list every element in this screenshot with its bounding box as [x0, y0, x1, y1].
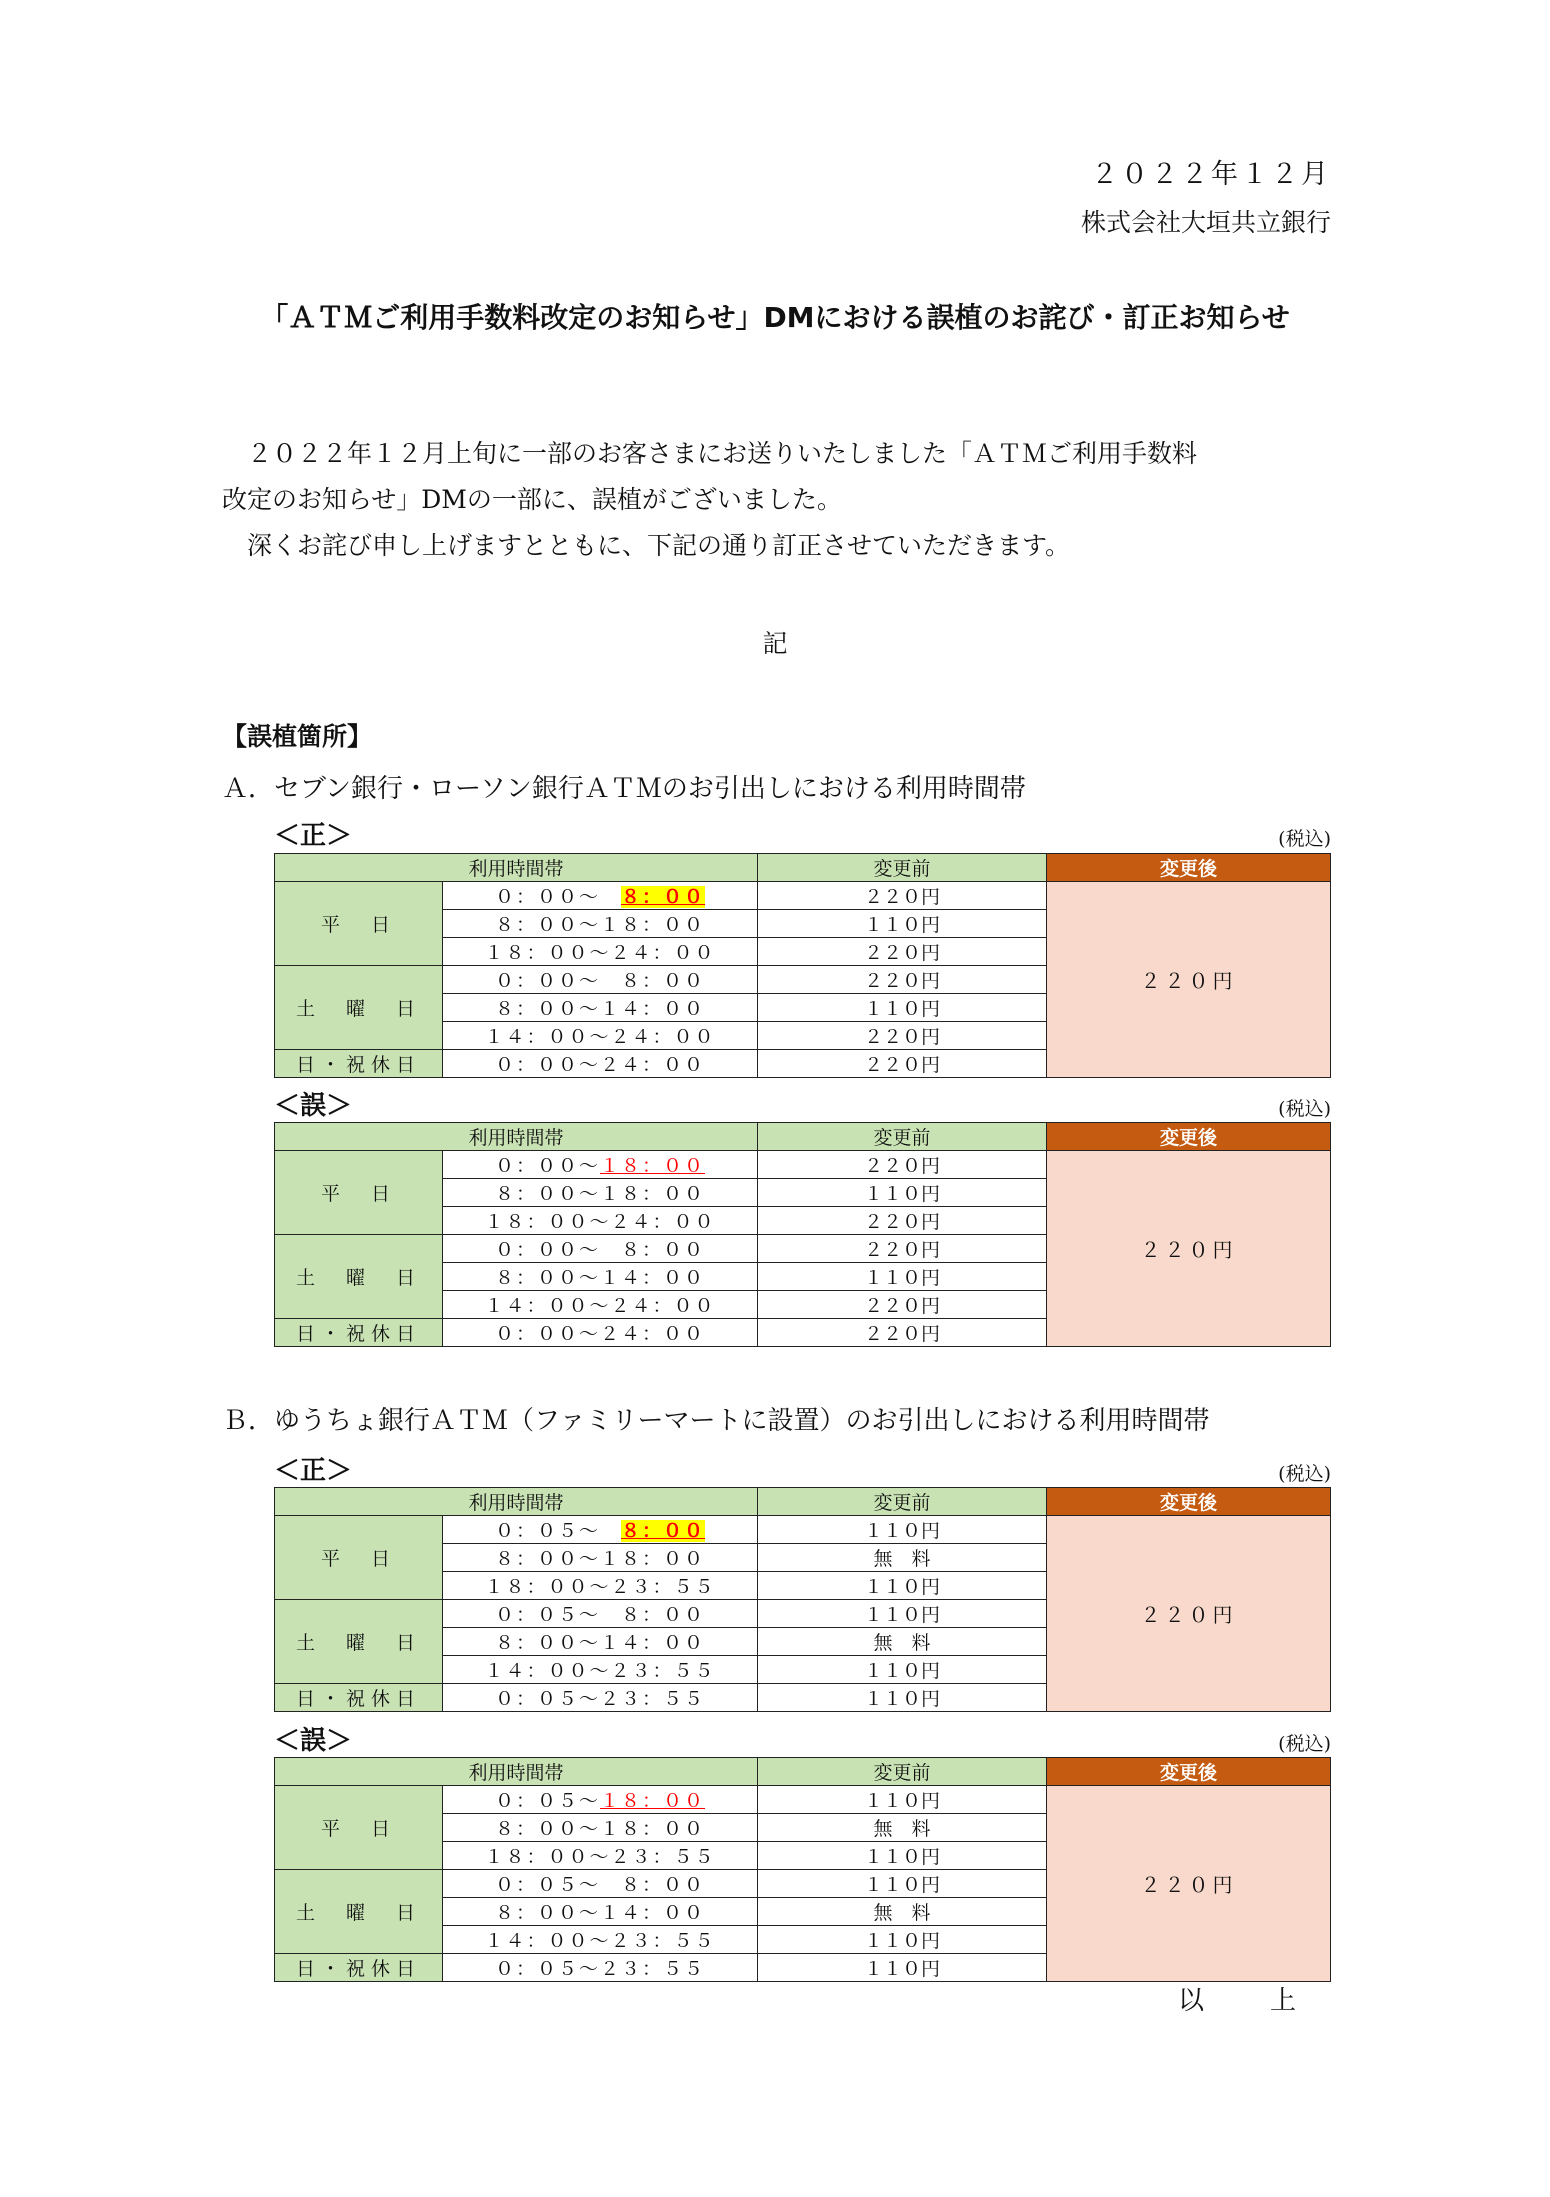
fee-before-cell: ２２０円 — [758, 1207, 1047, 1235]
fee-before-cell: １１０円 — [758, 1954, 1047, 1982]
fee-after-cell: ２２０円 — [1047, 1516, 1331, 1712]
day-type-cell: 日・祝休日 — [275, 1319, 443, 1347]
ki-mark: 記 — [762, 629, 788, 658]
time-cell: ８：００～１４：００ — [443, 1898, 758, 1926]
fee-before-cell: １１０円 — [758, 1656, 1047, 1684]
rate-table-b-wrong — [274, 1757, 1331, 1982]
issuer-name: 株式会社大垣共立銀行 — [1080, 208, 1331, 237]
closing-mark: 以 上 — [1177, 1986, 1316, 2016]
table-row — [275, 1151, 1331, 1179]
header-time: 利用時間帯 — [275, 1758, 758, 1786]
time-prefix: ０：００～ — [494, 1155, 600, 1177]
time-cell: ８：００～１８：００ — [443, 1544, 758, 1572]
time-prefix: ０：０５～ — [494, 1790, 600, 1812]
tax-note: (税込) — [1278, 828, 1331, 850]
fee-before-cell: 無 料 — [758, 1544, 1047, 1572]
tax-note: (税込) — [1278, 1463, 1331, 1485]
time-prefix: ０：０５～ — [494, 1520, 621, 1542]
time-cell: １４：００～２４：００ — [443, 1022, 758, 1050]
fee-before-cell: ２２０円 — [758, 966, 1047, 994]
header-time: 利用時間帯 — [275, 1488, 758, 1516]
label-correct-b: ＜正＞ — [274, 1456, 353, 1486]
time-cell: １８：００～２４：００ — [443, 1207, 758, 1235]
fee-before-cell: ２２０円 — [758, 1022, 1047, 1050]
fee-before-cell: １１０円 — [758, 1842, 1047, 1870]
fee-before-cell: ２２０円 — [758, 882, 1047, 910]
fee-before-cell: １１０円 — [758, 1786, 1047, 1814]
day-type-cell: 土 曜 日 — [275, 1235, 443, 1319]
day-type-cell: 土 曜 日 — [275, 966, 443, 1050]
time-cell — [443, 1786, 758, 1814]
time-cell: ０：０５～ ８：００ — [443, 1600, 758, 1628]
fee-before-cell: １１０円 — [758, 1179, 1047, 1207]
time-cell: ８：００～１４：００ — [443, 1628, 758, 1656]
fee-before-cell: ２２０円 — [758, 1319, 1047, 1347]
fee-before-cell: １１０円 — [758, 910, 1047, 938]
header-before: 変更前 — [758, 854, 1047, 882]
day-type-cell: 平 日 — [275, 1786, 443, 1870]
header-after: 変更後 — [1047, 1488, 1331, 1516]
fee-before-cell: ２２０円 — [758, 1151, 1047, 1179]
table-row — [275, 882, 1331, 910]
fee-before-cell: ２２０円 — [758, 1050, 1047, 1078]
time-cell: １４：００～２３：５５ — [443, 1656, 758, 1684]
fee-after-cell: ２２０円 — [1047, 1786, 1331, 1982]
day-type-cell: 日・祝休日 — [275, 1050, 443, 1078]
time-cell: ８：００～１８：００ — [443, 910, 758, 938]
time-cell: １８：００～２４：００ — [443, 938, 758, 966]
day-type-cell: 日・祝休日 — [275, 1954, 443, 1982]
section-b-title: Ｂ．ゆうちょ銀行ＡＴＭ（ファミリーマートに設置）のお引出しにおける利用時間帯 — [222, 1406, 1210, 1436]
time-prefix: ０：００～ — [494, 886, 621, 908]
day-type-cell: 平 日 — [275, 882, 443, 966]
highlighted-time: １８：００ — [600, 1790, 706, 1812]
time-cell: １８：００～２３：５５ — [443, 1572, 758, 1600]
header-time: 利用時間帯 — [275, 854, 758, 882]
header-after: 変更後 — [1047, 1758, 1331, 1786]
time-cell: ８：００～１８：００ — [443, 1179, 758, 1207]
day-type-cell: 土 曜 日 — [275, 1600, 443, 1684]
day-type-cell: 平 日 — [275, 1151, 443, 1235]
time-cell: １４：００～２４：００ — [443, 1291, 758, 1319]
fee-before-cell: ２２０円 — [758, 1235, 1047, 1263]
rate-table-b-correct — [274, 1487, 1331, 1712]
fee-before-cell: 無 料 — [758, 1814, 1047, 1842]
time-cell: ０：００～２４：００ — [443, 1050, 758, 1078]
header-before: 変更前 — [758, 1758, 1047, 1786]
time-cell: ０：０５～ ８：００ — [443, 1870, 758, 1898]
fee-before-cell: １１０円 — [758, 1870, 1047, 1898]
day-type-cell: 日・祝休日 — [275, 1684, 443, 1712]
time-cell: ０：０５～２３：５５ — [443, 1684, 758, 1712]
day-type-cell: 平 日 — [275, 1516, 443, 1600]
fee-before-cell: １１０円 — [758, 1684, 1047, 1712]
time-cell — [443, 882, 758, 910]
time-cell — [443, 1151, 758, 1179]
label-correct-a: ＜正＞ — [274, 821, 353, 851]
document-date: ２０２２年１２月 — [1091, 159, 1331, 190]
time-cell: ８：００～１４：００ — [443, 994, 758, 1022]
time-cell: １８：００～２３：５５ — [443, 1842, 758, 1870]
time-cell — [443, 1516, 758, 1544]
fee-before-cell: １１０円 — [758, 1600, 1047, 1628]
fee-before-cell: １１０円 — [758, 1516, 1047, 1544]
time-cell: ０：００～ ８：００ — [443, 966, 758, 994]
day-type-cell: 土 曜 日 — [275, 1870, 443, 1954]
fee-before-cell: １１０円 — [758, 994, 1047, 1022]
header-after: 変更後 — [1047, 854, 1331, 882]
header-before: 変更前 — [758, 1488, 1047, 1516]
time-cell: ０：００～２４：００ — [443, 1319, 758, 1347]
rate-table-a-correct — [274, 853, 1331, 1078]
time-cell: １４：００～２３：５５ — [443, 1926, 758, 1954]
rate-table-a-wrong — [274, 1122, 1331, 1347]
header-after: 変更後 — [1047, 1123, 1331, 1151]
time-cell: ８：００～１４：００ — [443, 1263, 758, 1291]
highlighted-time: ８：００ — [621, 1520, 706, 1542]
fee-before-cell: １１０円 — [758, 1572, 1047, 1600]
body-line-2: 改定のお知らせ」DMの一部に、誤植がございました。 — [222, 485, 842, 514]
document-title: 「ＡＴＭご利用手数料改定のお知らせ」DMにおける誤植のお詫び・訂正お知らせ — [260, 301, 1290, 334]
tax-note: (税込) — [1278, 1733, 1331, 1755]
label-wrong-b: ＜誤＞ — [274, 1726, 353, 1756]
highlighted-time: １８：００ — [600, 1155, 706, 1177]
body-line-1: ２０２２年１２月上旬に一部のお客さまにお送りいたしました「ＡＴＭご利用手数料 — [247, 439, 1198, 468]
fee-before-cell: １１０円 — [758, 1926, 1047, 1954]
fee-before-cell: １１０円 — [758, 1263, 1047, 1291]
table-row — [275, 1516, 1331, 1544]
fee-before-cell: ２２０円 — [758, 938, 1047, 966]
fee-after-cell: ２２０円 — [1047, 1151, 1331, 1347]
time-cell: ８：００～１８：００ — [443, 1814, 758, 1842]
time-cell: ０：００～ ８：００ — [443, 1235, 758, 1263]
header-before: 変更前 — [758, 1123, 1047, 1151]
section-a-title: Ａ．セブン銀行・ローソン銀行ＡＴＭのお引出しにおける利用時間帯 — [222, 774, 1026, 804]
body-line-3: 深くお詫び申し上げますとともに、下記の通り訂正させていただきます。 — [247, 531, 1071, 560]
header-time: 利用時間帯 — [275, 1123, 758, 1151]
tax-note: (税込) — [1278, 1098, 1331, 1120]
highlighted-time: ８：００ — [621, 886, 706, 908]
time-cell: ０：０５～２３：５５ — [443, 1954, 758, 1982]
fee-before-cell: 無 料 — [758, 1898, 1047, 1926]
label-wrong-a: ＜誤＞ — [274, 1091, 353, 1121]
table-row — [275, 1786, 1331, 1814]
fee-before-cell: ２２０円 — [758, 1291, 1047, 1319]
fee-before-cell: 無 料 — [758, 1628, 1047, 1656]
section-heading: 【誤植箇所】 — [222, 722, 373, 751]
fee-after-cell: ２２０円 — [1047, 882, 1331, 1078]
